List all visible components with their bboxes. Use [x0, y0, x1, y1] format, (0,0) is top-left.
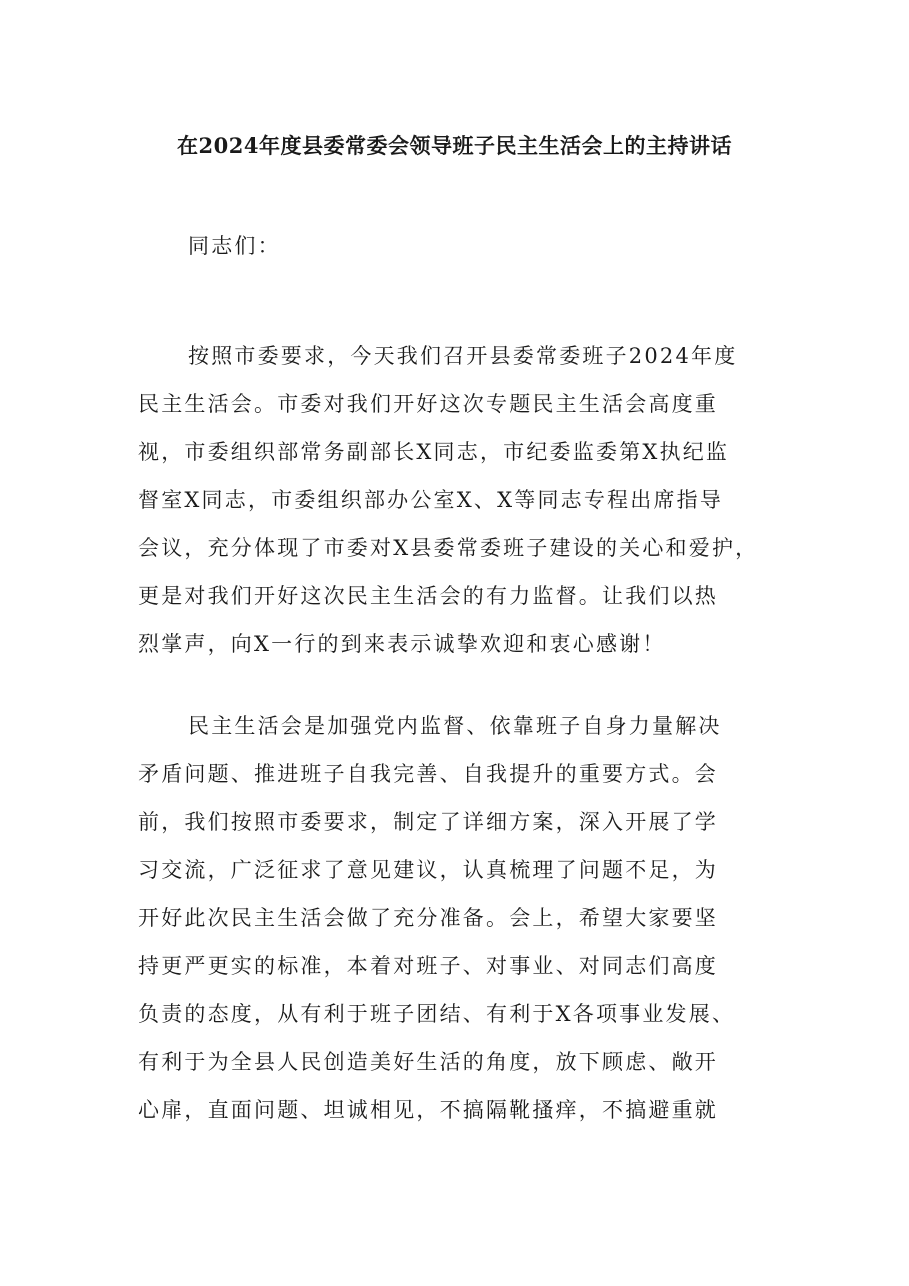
paragraph-1: [138, 332, 788, 668]
paragraph-line: 按照市委要求，今天我们召开县委常委班子2024年度: [188, 344, 738, 368]
paragraph-line: 会议，充分体现了市委对X县委常委班子建设的关心和爱护，: [138, 536, 759, 560]
paragraph-line: 矛盾问题、推进班子自我完善、自我提升的重要方式。会: [138, 762, 718, 786]
paragraph-line: 民主生活会是加强党内监督、依靠班子自身力量解决: [188, 714, 722, 738]
paragraph-line: 习交流，广泛征求了意见建议，认真梳理了问题不足，为: [138, 858, 718, 882]
salutation: [138, 222, 788, 270]
document-title: 在2024年度县委常委会领导班子民主生活会上的主持讲话: [177, 133, 732, 158]
salutation-text: 同志们：: [188, 234, 281, 258]
paragraph-line: [138, 1134, 788, 1182]
paragraph-line: 有利于为全县人民创造美好生活的角度，放下顾虑、敞开: [138, 1050, 718, 1074]
paragraph-2: [138, 702, 788, 1182]
paragraph-line: 督室X同志，市委组织部办公室X、X等同志专程出席指导: [138, 488, 724, 512]
paragraph-line: 更是对我们开好这次民主生活会的有力监督。让我们以热: [138, 584, 718, 608]
paragraph-line: 持更严更实的标准，本着对班子、对事业、对同志们高度: [138, 954, 718, 978]
paragraph-line: 烈掌声，向X一行的到来表示诚挚欢迎和衷心感谢！: [138, 632, 666, 656]
paragraph-line: 视，市委组织部常务副部长X同志，市纪委监委第X执纪监: [138, 440, 730, 464]
paragraph-line: 开好此次民主生活会做了充分准备。会上，希望大家要坚: [138, 906, 718, 930]
paragraph-line: 前，我们按照市委要求，制定了详细方案，深入开展了学: [138, 810, 718, 834]
paragraph-line: 心扉，直面问题、坦诚相见，不搞隔靴搔痒，不搞避重就: [138, 1098, 718, 1122]
paragraph-line: 负责的态度，从有利于班子团结、有利于X各项事业发展、: [138, 1002, 736, 1026]
paragraph-line: 民主生活会。市委对我们开好这次专题民主生活会高度重: [138, 392, 718, 416]
